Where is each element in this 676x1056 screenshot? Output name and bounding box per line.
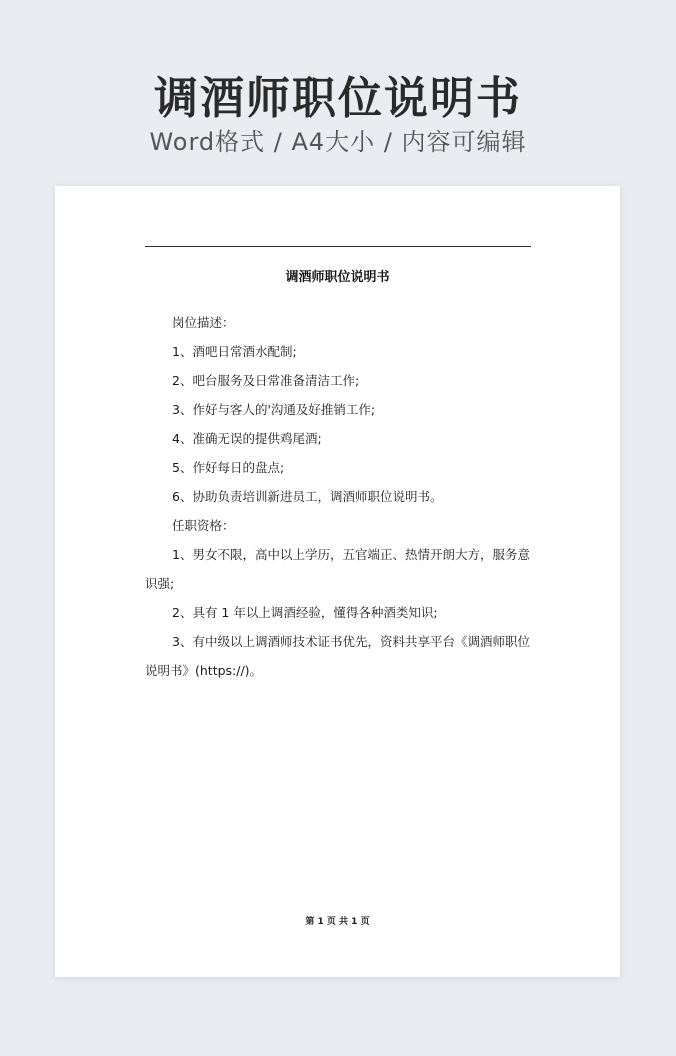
duty-item: 1、酒吧日常酒水配制; [172, 344, 297, 359]
duty-item: 3、作好与客人的'沟通及好推销工作; [172, 402, 376, 417]
section-heading-duties: 岗位描述： [172, 315, 235, 330]
document-title: 调酒师职位说明书 [285, 270, 390, 285]
qualification-item: 2、具有 1 年以上调酒经验，懂得各种酒类知识; [172, 605, 438, 620]
duty-item: 4、准确无误的提供鸡尾酒; [172, 431, 322, 446]
qualification-item: 1、男女不限，高中以上学历，五官端正、热情开朗大方，服务意识强; [145, 547, 530, 591]
section-heading-qualifications: 任职资格： [172, 518, 235, 533]
duty-item: 5、作好每日的盘点; [172, 460, 285, 475]
duty-item: 2、吧台服务及日常准备清洁工作; [172, 373, 360, 388]
duty-item: 6、协助负责培训新进员工，调酒师职位说明书。 [172, 489, 443, 504]
document-body [145, 308, 531, 685]
qualification-item: 3、有中级以上调酒师技术证书优先，资料共享平台《调酒师职位说明书》(https://)。 [145, 634, 530, 678]
page-footer: 第 1 页 共 1 页 [305, 917, 370, 927]
header-rule [145, 246, 531, 247]
banner-subtitle: Word格式 / A4大小 / 内容可编辑 [149, 128, 527, 156]
banner-title: 调酒师职位说明书 [154, 73, 522, 124]
document-page [55, 186, 620, 977]
